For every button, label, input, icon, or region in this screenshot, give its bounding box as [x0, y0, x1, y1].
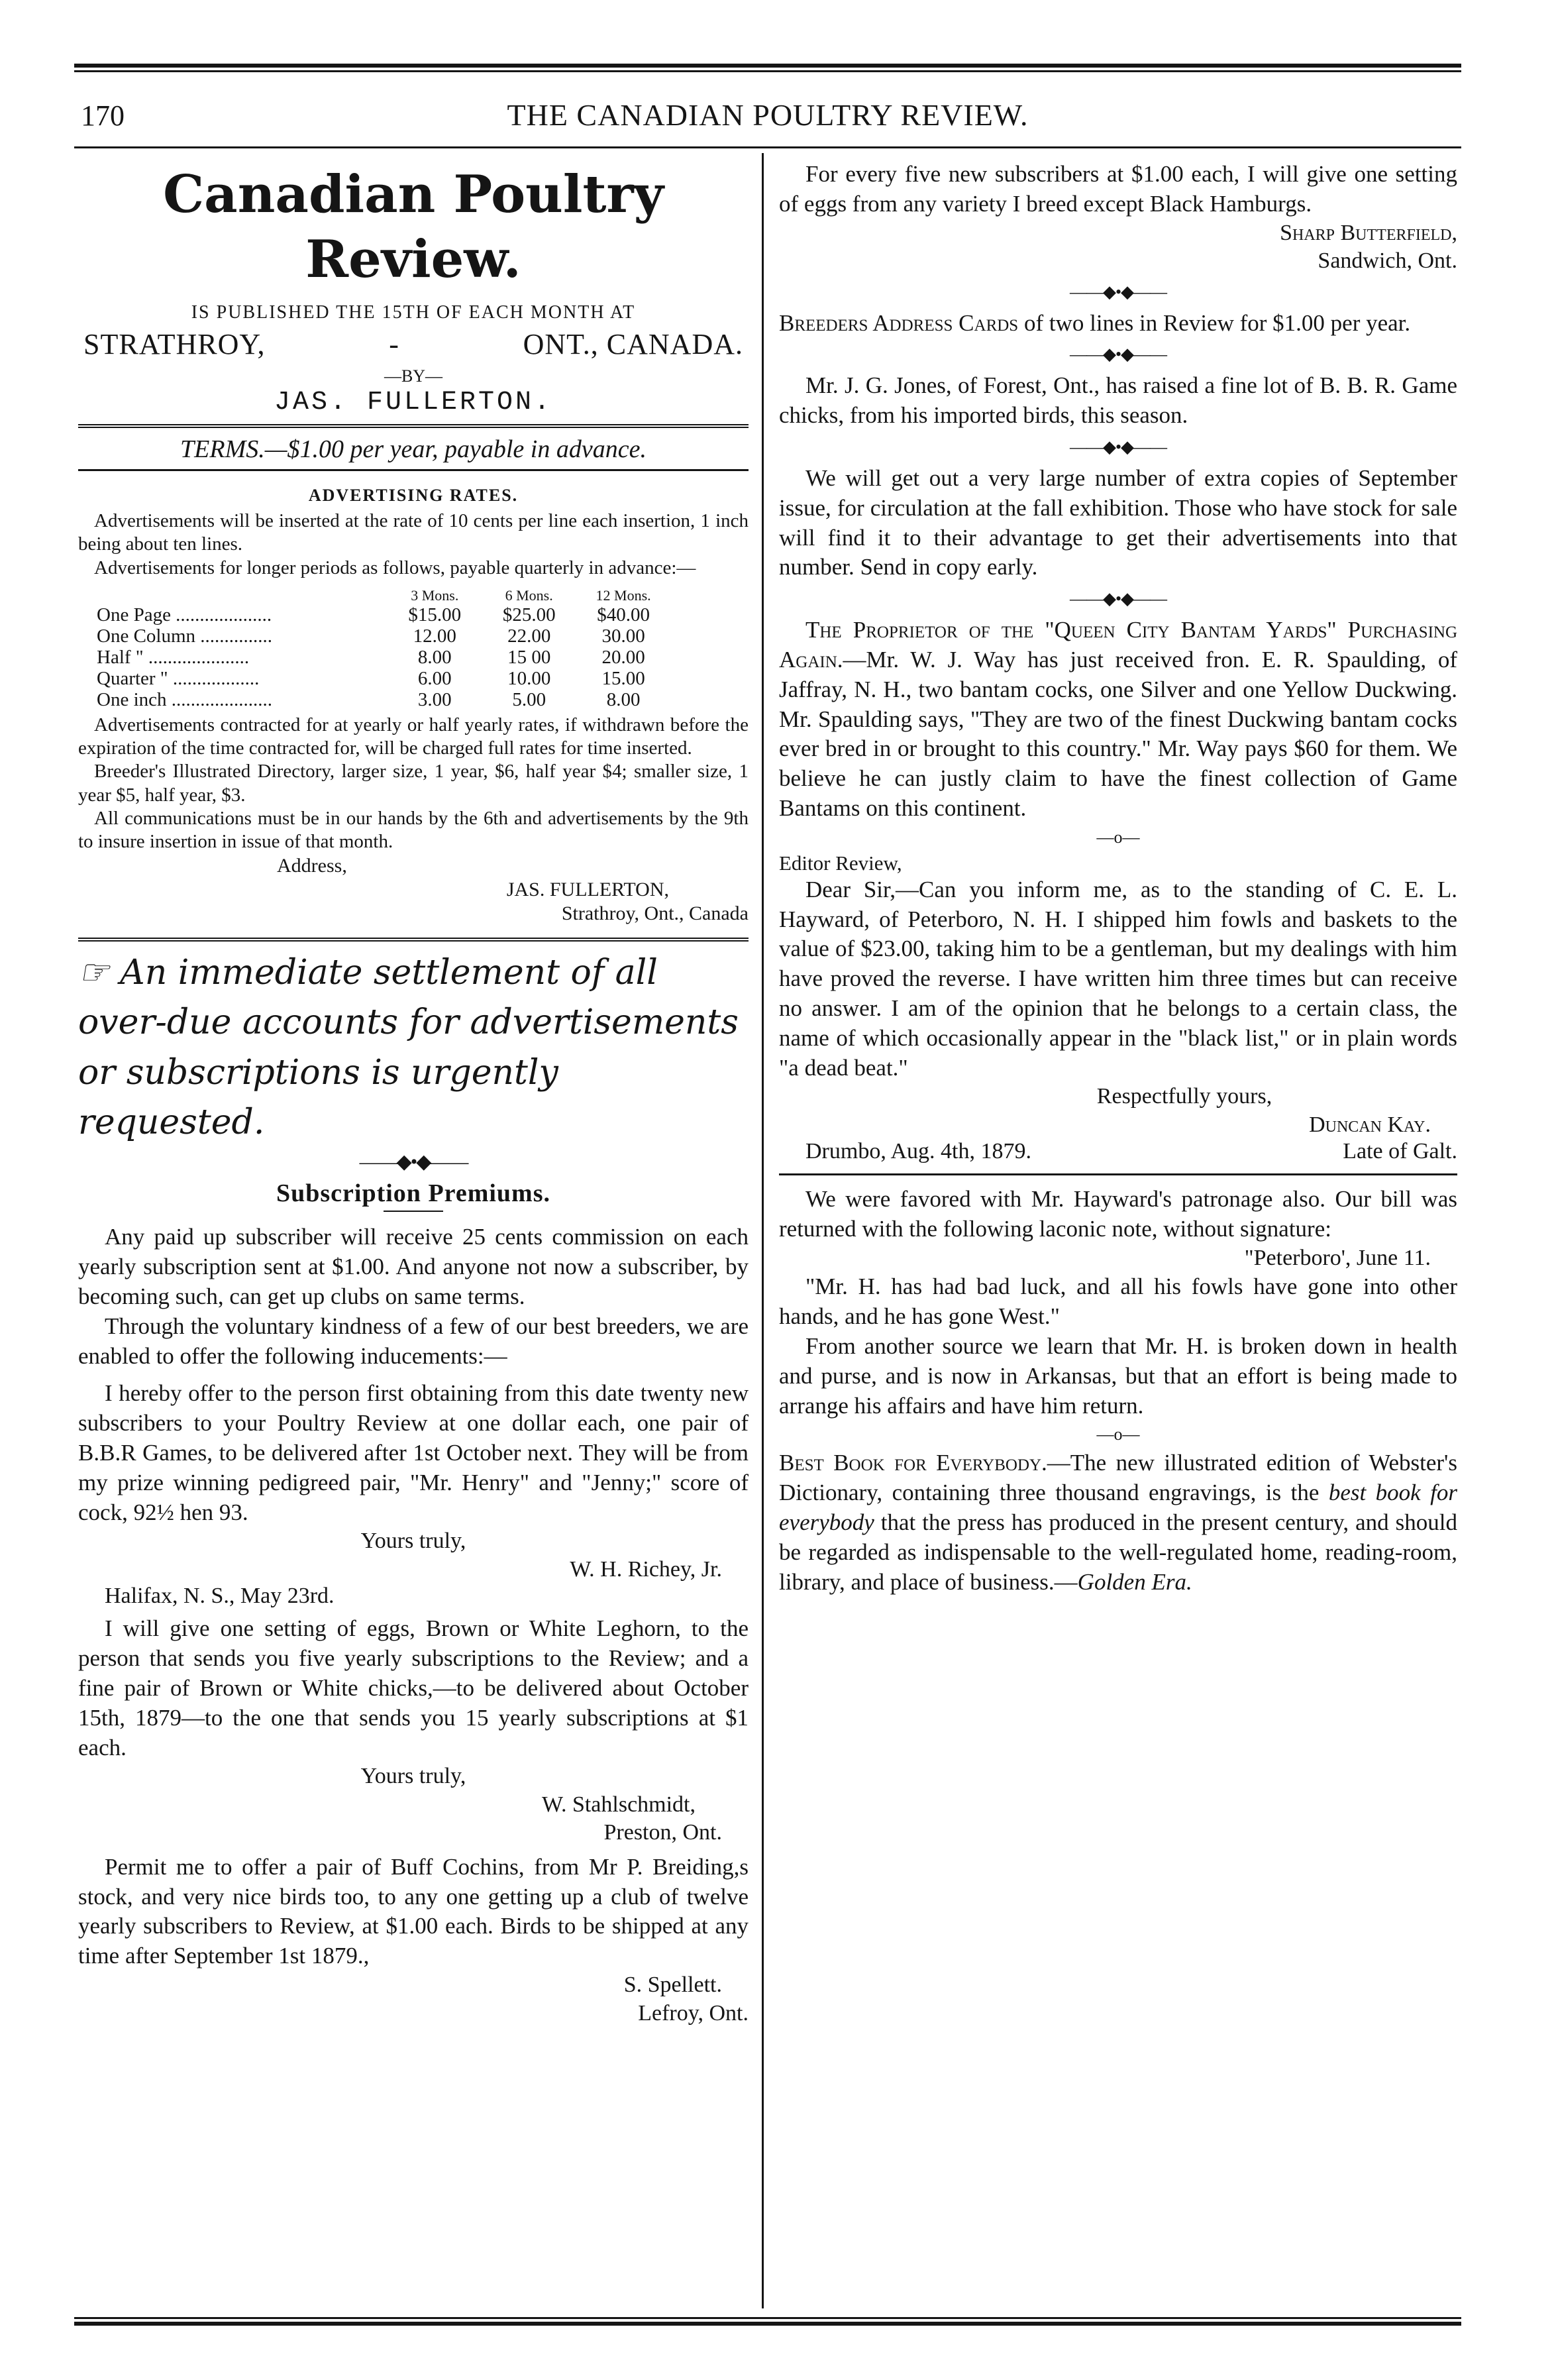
premium-offer-3: Permit me to offer a pair of Buff Cochins, from Mr P. Breiding,s stock, and very nice birds too, to any one getting up a club of twelve yearly subscribers to Review, at $1.00 each. Birds to be shipped at any time after September 1st 1879.,	[78, 1853, 749, 1969]
bantam-lead: The Proprietor of the "Queen City Bantam Yards" Purchasing Again.	[779, 617, 1457, 673]
place-city: STRATHROY,	[83, 328, 266, 360]
offer1-name: W. H. Richey, Jr.	[570, 1556, 722, 1582]
rates-header-row	[94, 586, 670, 605]
rates-label: One inch .....................	[97, 688, 272, 710]
butterfield-place: Sandwich, Ont.	[1318, 248, 1457, 274]
advertising-p3: Advertisements contracted for at yearly or half yearly rates, if withdrawn before the expiration of the time contracted for, will be charged full rates for time inserted.	[78, 714, 749, 759]
rates-value: 10.00	[507, 667, 551, 689]
page-header	[81, 87, 1455, 146]
rates-value: $15.00	[408, 604, 462, 626]
offer2-close: Yours truly,	[360, 1764, 466, 1789]
divider-6: —o—	[1096, 1425, 1140, 1444]
divider-4: ——◆•◆——	[1069, 589, 1167, 609]
rates-label: One Page ....................	[97, 604, 272, 626]
terms-line: TERMS.—$1.00 per year, payable in advance.	[180, 435, 647, 463]
butterfield-name: Sharp Butterfield,	[1280, 220, 1457, 245]
letter-date: Drumbo, Aug. 4th, 1879.	[805, 1139, 1031, 1164]
place-line	[83, 327, 743, 361]
advertising-p4: Breeder's Illustrated Directory, larger size, 1 year, $6, half year $4; smaller size, 1 year $5, half year, $3.	[78, 761, 749, 806]
butterfield-offer: For every five new subscribers at $1.00 each, I will give one setting of eggs from any variety I breed except Black Hamburgs.	[779, 161, 1457, 217]
publisher-name: JAS. FULLERTON.	[274, 388, 553, 417]
running-title: THE CANADIAN POULTRY REVIEW.	[507, 98, 1029, 132]
rates-value: 15.00	[601, 667, 645, 689]
premium-offer-1: I hereby offer to the person first obtaining from this date twenty new subscribers to your Poultry Review at one dollar each, one pair of B.B.R Games, to be delivered after 1st October next. They will be from my prize winning pedigreed pair, "Mr. Henry" and "Jenny;" score of cock, 92½ hen 93.	[78, 1380, 749, 1525]
letter-salutation: Editor Review,	[779, 851, 902, 875]
header-rule	[74, 146, 1461, 148]
left-column	[78, 160, 749, 2303]
place-province: ONT., CANADA.	[523, 328, 743, 360]
hayward-p1: We were favored with Mr. Hayward's patronage also. Our bill was returned with the following laconic note, without signature:	[779, 1186, 1457, 1242]
book-italic: best book for everybody	[779, 1480, 1457, 1535]
offer2-name: W. Stahlschmidt,	[541, 1792, 696, 1817]
book-text-2: that the press has produced in the present century, and should be regarded as indispensable to the well-regulated home, reading-room, library, and place of business.—	[779, 1509, 1457, 1595]
advertising-p5: All communications must be in our hands by the 6th and advertisements by the 9th to insure insertion in issue of that month.	[78, 808, 749, 853]
overdue-notice	[78, 948, 749, 1148]
best-book-item	[779, 1448, 1457, 1597]
extra-copies-item: We will get out a very large number of extra copies of September issue, for circulation at the fall exhibition. Those who have stock for sale will find it to their advantage to get their advertisements into that number. Send in copy early.	[779, 464, 1457, 580]
address-label: Address,	[277, 854, 347, 877]
right-column	[779, 160, 1457, 2303]
top-rule-inner	[74, 70, 1461, 72]
rates-value: 6.00	[417, 667, 452, 689]
advertising-p1: Advertisements will be inserted at the rate of 10 cents per line each insertion, 1 inch being about ten lines.	[78, 510, 749, 555]
masthead-title: Canadian Poultry Review.	[163, 164, 664, 290]
breeders-text: of two lines in Review for $1.00 per year.	[1018, 309, 1411, 336]
premiums-rule	[384, 1211, 443, 1212]
letter-name: Duncan Kay.	[1309, 1112, 1431, 1137]
rates-value: 15 00	[507, 646, 551, 668]
hayward-p2: From another source we learn that Mr. H. is broken down in health and purse, and is now in Arkansas, but that an effort is being made to arrange his affairs and have him return.	[779, 1333, 1457, 1419]
rates-row	[94, 669, 670, 690]
divider-5: —o—	[1096, 827, 1140, 847]
notice-rule	[78, 938, 749, 942]
hayward-rule	[779, 1173, 1457, 1175]
rates-value: 20.00	[601, 646, 645, 668]
hayward-note-date: "Peterboro', June 11.	[1244, 1245, 1431, 1270]
offer3-place: Lefroy, Ont.	[638, 2000, 749, 2026]
rates-value: 5.00	[512, 688, 546, 710]
breeders-lead: Breeders Address Cards	[779, 309, 1019, 336]
letter-date-row	[779, 1139, 1457, 1164]
top-rule	[74, 64, 1461, 68]
place-dash: -	[389, 328, 399, 360]
rates-value: $40.00	[597, 604, 650, 626]
rates-col-label	[94, 586, 388, 605]
column-separator	[762, 153, 764, 2308]
rates-value: 3.00	[417, 688, 452, 710]
by-line: —BY—	[384, 366, 443, 386]
rates-value: 30.00	[601, 625, 645, 647]
rates-col-12: 12 Mons.	[596, 587, 651, 604]
letter-close: Respectfully yours,	[1096, 1084, 1272, 1109]
divider-1: ——◆•◆——	[1069, 282, 1167, 301]
book-source: Golden Era.	[1077, 1568, 1192, 1595]
bottom-rule	[74, 2322, 1461, 2326]
rates-row	[94, 690, 670, 711]
rates-row	[94, 605, 670, 626]
book-text-1: —The new illustrated edition of Webster's Dictionary, containing three thousand engravings, is the	[779, 1450, 1457, 1506]
advertising-heading: ADVERTISING RATES.	[308, 486, 519, 505]
masthead-rule	[78, 424, 749, 428]
advertising-address	[78, 854, 749, 926]
divider-2: ——◆•◆——	[1069, 345, 1167, 364]
published-line: IS PUBLISHED THE 15TH OF EACH MONTH AT	[191, 302, 636, 323]
rates-value: 12.00	[413, 625, 456, 647]
rates-value: 8.00	[606, 688, 641, 710]
address-place: Strathroy, Ont., Canada	[561, 902, 749, 924]
rates-label: Quarter " ..................	[97, 667, 260, 689]
premium-offer-2: I will give one setting of eggs, Brown or White Leghorn, to the person that sends you five yearly subscriptions to the Review; and a fine pair of Brown or White chicks,—to be delivered about October 15th, 1879—to the one that sends you 15 yearly subscriptions at $1 each.	[78, 1615, 749, 1760]
bantam-text: —Mr. W. J. Way has just received fron. E. R. Spaulding, of Jaffray, N. H., two bantam cocks, one Silver and one Yellow Duckwing. Mr. Spaulding says, "They are two of the finest Duckwing bantam cocks ever bred in or brought to this country." Mr. Way pays $60 for them. We believe he can justly claim to have the finest collection of Game Bantams on this continent.	[779, 646, 1457, 821]
rates-row	[94, 626, 670, 647]
offer2-place: Preston, Ont.	[603, 1820, 722, 1845]
kay-letter: Dear Sir,—Can you inform me, as to the standing of C. E. L. Hayward, of Peterboro, N. H. I shipped him fowls and baskets to the value of $23.00, taking him to be a gentleman, but my dealings with him have proved the reverse. I have written him three times but can receive no answer. I am of the opinion that he belongs to a certain class, the name of which occasionally appear in the "black list," or in plain words "a dead beat."	[779, 876, 1457, 1081]
overdue-notice-text: An immediate settlement of all over-due accounts for advertisements or subscriptions is urgently requested.	[78, 952, 739, 1142]
rates-label: Half " .....................	[97, 646, 250, 668]
rates-col-3: 3 Mons.	[411, 587, 459, 604]
pointing-hand-icon: ☞	[78, 952, 109, 993]
jones-item: Mr. J. G. Jones, of Forest, Ont., has raised a fine lot of B. B. R. Game chicks, from his imported birds, this season.	[779, 372, 1457, 429]
rates-table	[94, 586, 670, 710]
address-name: JAS. FULLERTON,	[506, 878, 669, 900]
book-lead: Best Book for Everybody.	[779, 1450, 1047, 1476]
premiums-heading: Subscription Premiums.	[276, 1179, 550, 1208]
advertising-p2: Advertisements for longer periods as follows, payable quarterly in advance:—	[94, 557, 696, 578]
ornament-divider: ——◆•◆——	[359, 1151, 468, 1173]
hayward-note: "Mr. H. has had bad luck, and all his fowls have gone into other hands, and he has gone West."	[779, 1273, 1457, 1330]
rates-col-6: 6 Mons.	[505, 587, 553, 604]
rates-value: 22.00	[507, 625, 551, 647]
rates-value: 8.00	[417, 646, 452, 668]
breeders-cards	[779, 309, 1457, 339]
terms-rule	[78, 469, 749, 471]
rates-label: One Column ...............	[97, 625, 273, 647]
bantam-item	[779, 616, 1457, 824]
page-number: 170	[81, 99, 125, 132]
rates-row	[94, 647, 670, 669]
offer1-place: Halifax, N. S., May 23rd.	[105, 1584, 335, 1609]
rates-value: $25.00	[502, 604, 556, 626]
premiums-p2: Through the voluntary kindness of a few of our best breeders, we are enabled to offer the following inducements:—	[78, 1313, 749, 1369]
offer3-name: S. Spellett.	[623, 1973, 722, 1998]
bottom-rule-inner	[74, 2317, 1461, 2319]
letter-late: Late of Galt.	[1343, 1139, 1457, 1164]
divider-3: ——◆•◆——	[1069, 437, 1167, 457]
newspaper-page	[74, 64, 1461, 2323]
offer1-close: Yours truly,	[360, 1529, 466, 1554]
premiums-p1: Any paid up subscriber will receive 25 cents commission on each yearly subscription sent at $1.00. And anyone not now a subscriber, by becoming such, can get up clubs on same terms.	[78, 1224, 749, 1309]
